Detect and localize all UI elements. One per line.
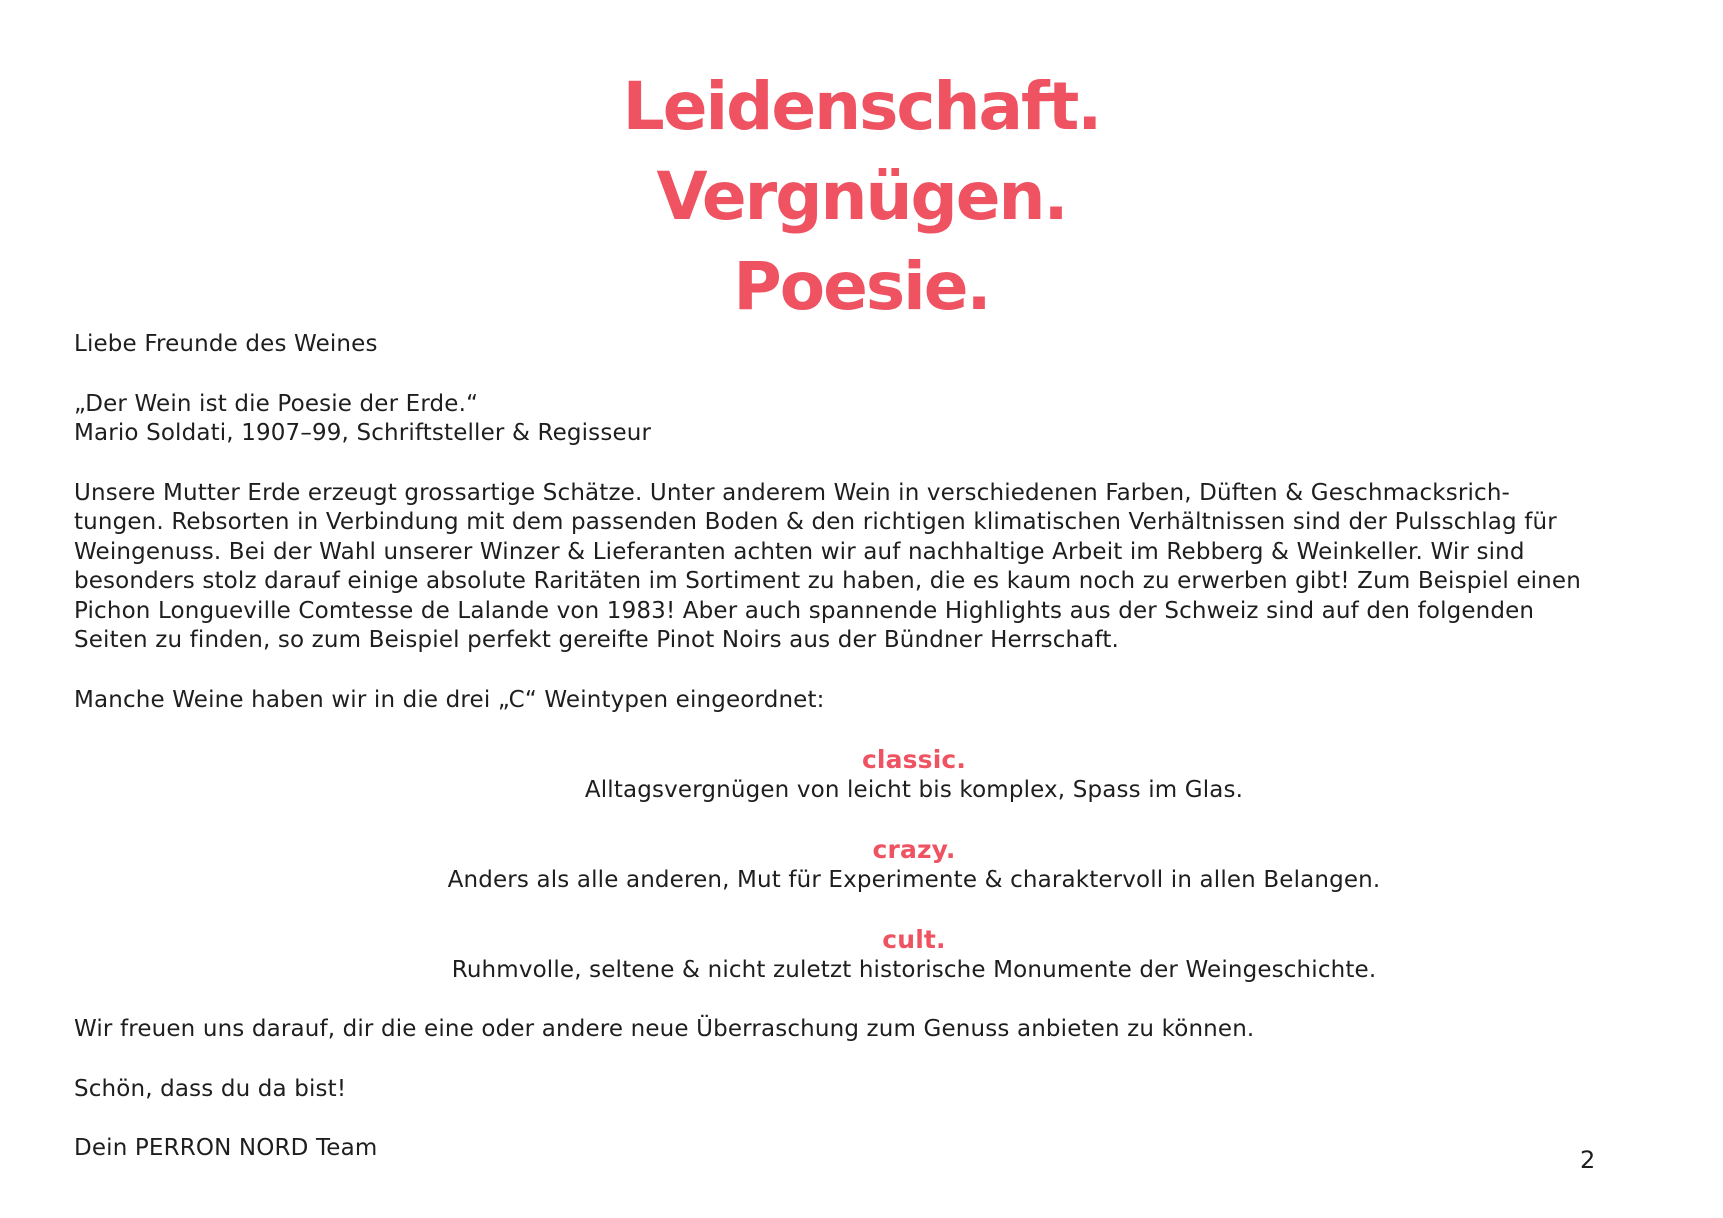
headline-line-3: Poesie. <box>733 248 990 325</box>
letter-body <box>74 330 1694 1164</box>
wine-type-name: classic. <box>861 745 967 774</box>
headline-line-2: Vergnügen. <box>656 158 1067 235</box>
wine-type-classic <box>114 745 1714 805</box>
wine-type-description: Alltagsvergnügen von leicht bis komplex, Spass im Glas. <box>584 777 1244 803</box>
paragraph-line: Pichon Longueville Comtesse de Lalande von 1983! Aber auch spannende Highlights aus der Schweiz sind auf den folgenden <box>74 597 1535 624</box>
wine-type-cult <box>114 925 1714 985</box>
headline <box>0 62 1723 332</box>
greeting: Liebe Freunde des Weines <box>74 331 378 357</box>
quote-author: Mario Soldati, 1907–99, Schriftsteller & Regisseur <box>74 420 652 446</box>
headline-line-1: Leidenschaft. <box>622 68 1101 145</box>
paragraph-line: Unsere Mutter Erde erzeugt grossartige Schätze. Unter anderem Wein in verschiedenen Farben, Düften & Geschmacksrich- <box>74 479 1511 506</box>
wine-type-name: cult. <box>882 925 946 954</box>
paragraph-line: tungen. Rebsorten in Verbindung mit dem passenden Boden & den richtigen klimatischen Verhältnissen sind der Pulsschlag für <box>74 509 1557 535</box>
paragraph-line: Seiten zu finden, so zum Beispiel perfekt gereifte Pinot Noirs aus der Bündner Herrschaft. <box>74 627 1119 653</box>
signature: Dein PERRON NORD Team <box>74 1135 378 1161</box>
paragraph-line: besonders stolz darauf einige absolute Raritäten im Sortiment zu haben, die es kaum noch zu erwerben gibt! Zum Beispiel einen <box>74 568 1581 594</box>
page-number: 2 <box>1580 1146 1596 1174</box>
welcome-sentence: Schön, dass du da bist! <box>74 1075 347 1102</box>
paragraph-line: Weingenuss. Bei der Wahl unserer Winzer & Lieferanten achten wir auf nachhaltige Arbeit im Rebberg & Weinkeller. Wir sind <box>74 538 1525 565</box>
wine-types <box>74 745 1714 985</box>
wine-type-description: Anders als alle anderen, Mut für Experimente & charaktervoll in allen Belangen. <box>447 867 1381 893</box>
closing-sentence: Wir freuen uns darauf, dir die eine oder andere neue Überraschung zum Genuss anbieten zu können. <box>74 1016 1255 1042</box>
types-intro: Manche Weine haben wir in die drei „C“ Weintypen eingeordnet: <box>74 686 825 713</box>
quote: „Der Wein ist die Poesie der Erde.“ <box>74 390 479 417</box>
wine-type-name: crazy. <box>872 835 956 864</box>
wine-type-crazy <box>114 835 1714 895</box>
intro-paragraph <box>74 479 1694 656</box>
wine-type-description: Ruhmvolle, seltene & nicht zuletzt historische Monumente der Weingeschichte. <box>451 957 1377 983</box>
